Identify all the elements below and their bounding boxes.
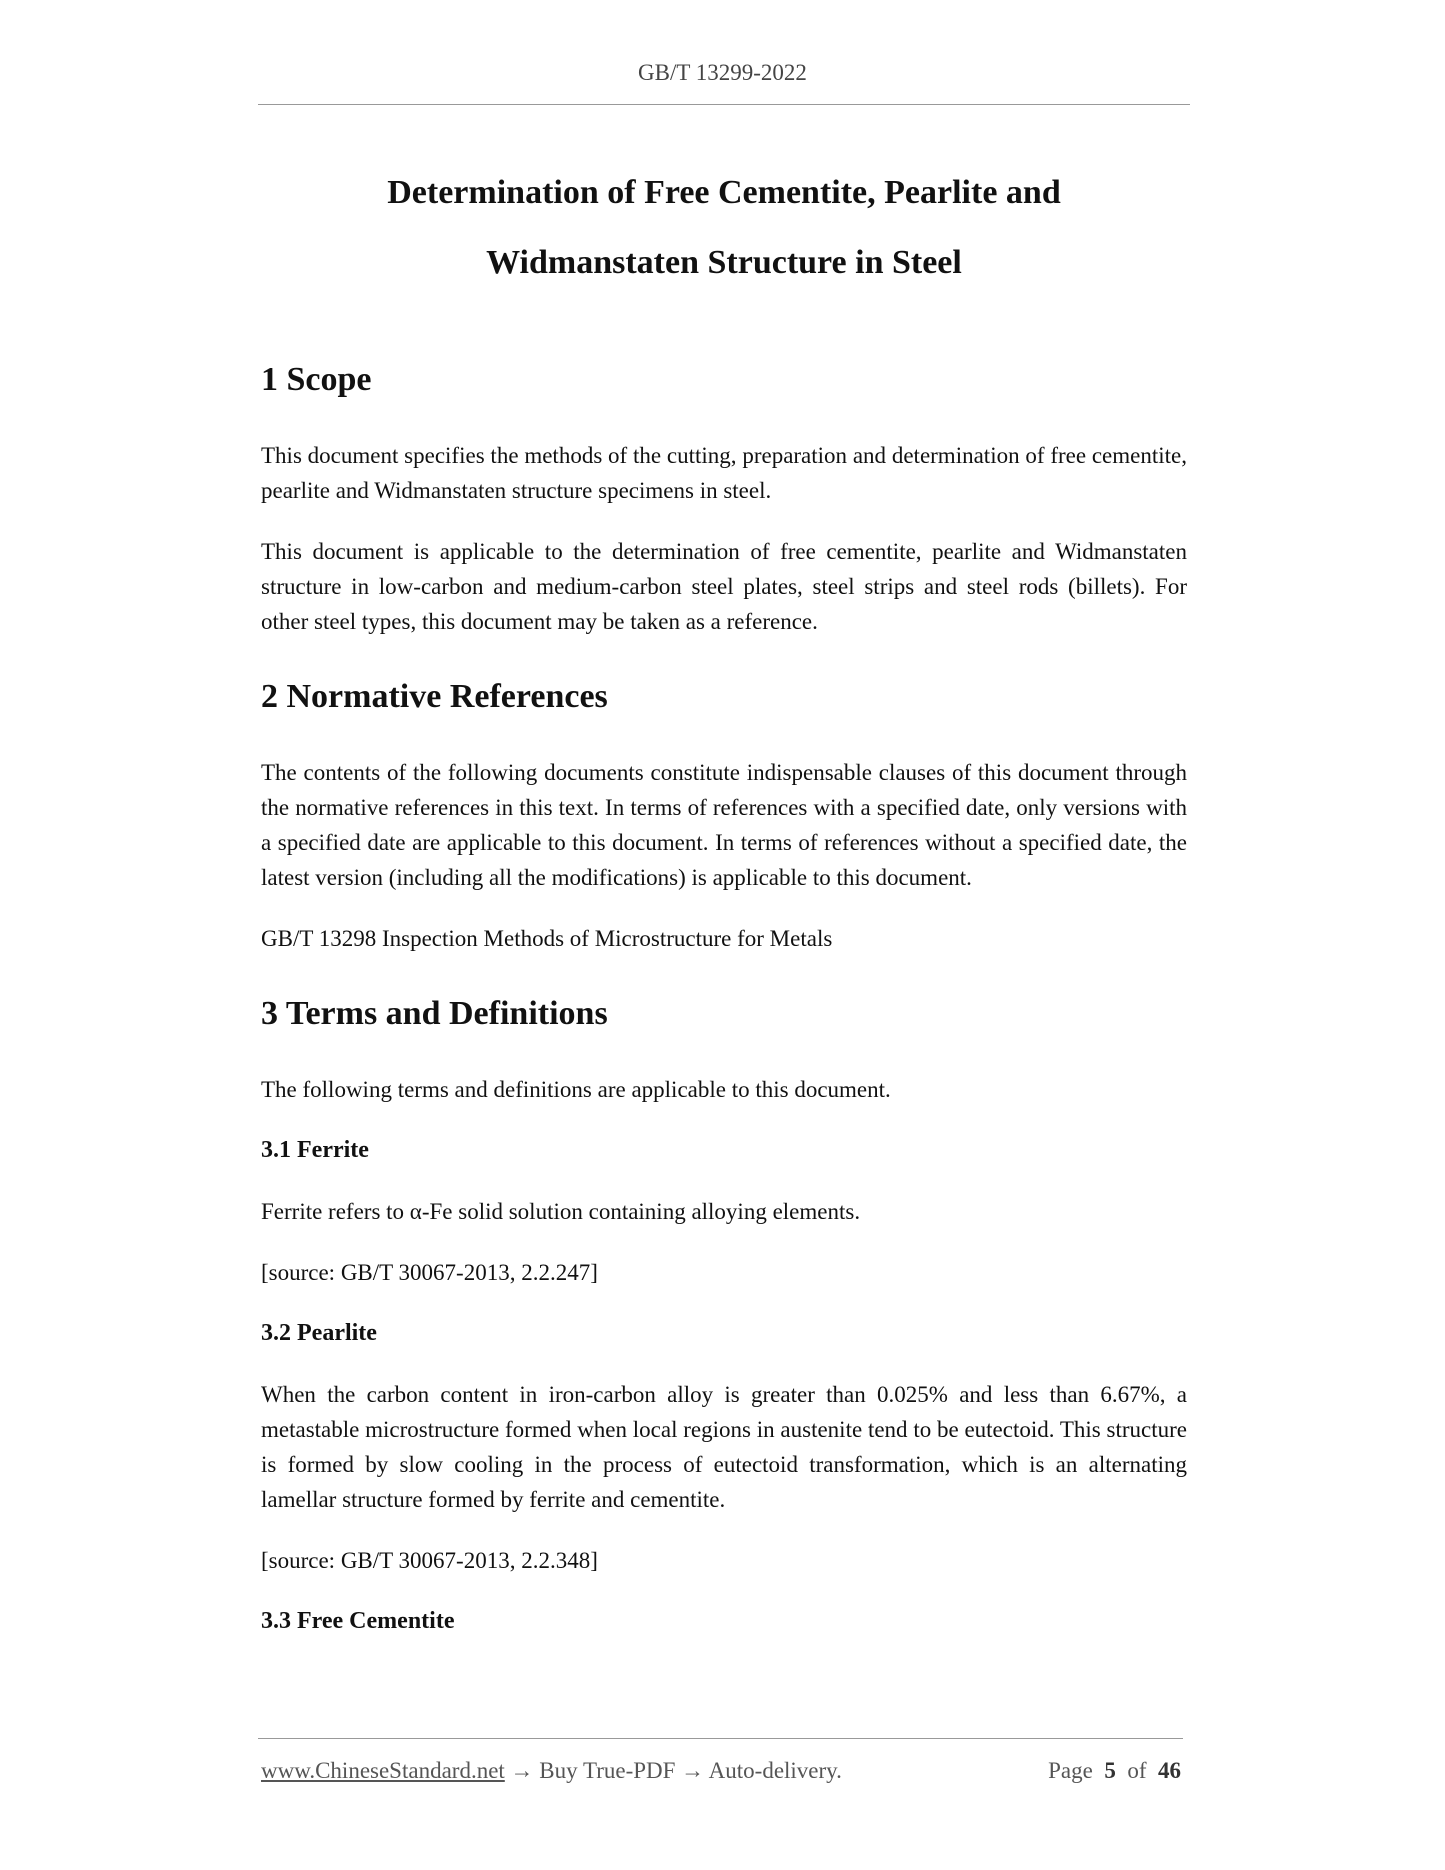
- document-body: [261, 358, 1187, 1639]
- current-page-number: 5: [1104, 1758, 1116, 1783]
- total-pages-number: 46: [1158, 1758, 1181, 1783]
- header-divider: [258, 104, 1190, 105]
- page-label: Page: [1048, 1758, 1093, 1783]
- term-pearlite-definition: When the carbon content in iron-carbon alloy is greater than 0.025% and less than 6.67%, a metastable microstructure formed when local regions in austenite tend to be eutectoid. This structure is formed by slow cooling in the process of eutectoid transformation, which is an alternating lamellar structure formed by ferrite and cementite.: [261, 1382, 1187, 1512]
- term-ferrite-source: [source: GB/T 30067-2013, 2.2.247]: [261, 1260, 598, 1285]
- term-ferrite-definition: Ferrite refers to α-Fe solid solution containing alloying elements.: [261, 1199, 861, 1224]
- term-ferrite-heading: 3.1 Ferrite: [261, 1137, 369, 1163]
- title-line-2: Widmanstaten Structure in Steel: [486, 244, 962, 281]
- section-1-paragraph-1: This document specifies the methods of the cutting, preparation and determination of free cementite, pearlite and Widmanstaten structure specimens in steel.: [261, 443, 1187, 503]
- section-3-intro: The following terms and definitions are applicable to this document.: [261, 1077, 891, 1102]
- title-line-1: Determination of Free Cementite, Pearlite and: [387, 174, 1061, 211]
- term-free-cementite-heading: 3.3 Free Cementite: [261, 1608, 455, 1634]
- section-3-heading: 3 Terms and Definitions: [261, 995, 608, 1032]
- document-title: [258, 158, 1190, 298]
- page-indicator: [1048, 1758, 1181, 1784]
- term-pearlite-source: [source: GB/T 30067-2013, 2.2.348]: [261, 1548, 598, 1573]
- section-2-heading: 2 Normative References: [261, 678, 608, 715]
- section-1-paragraph-2: This document is applicable to the determination of free cementite, pearlite and Widmanstaten structure in low-carbon and medium-carbon steel plates, steel strips and steel rods (billets). For other steel types, this document may be taken as a reference.: [261, 539, 1187, 634]
- footer-promo: [261, 1758, 842, 1784]
- section-2-paragraph-1: The contents of the following documents constitute indispensable clauses of this document through the normative references in this text. In terms of references with a specified date, only versions with a specified date are applicable to this document. In terms of references without a specified date, the latest version (including all the modifications) is applicable to this document.: [261, 760, 1187, 890]
- normative-reference-item: GB/T 13298 Inspection Methods of Microstructure for Metals: [261, 926, 833, 951]
- of-label: of: [1127, 1758, 1147, 1783]
- header-standard-code: GB/T 13299-2022: [638, 60, 807, 85]
- footer-divider: [258, 1738, 1183, 1739]
- website-link[interactable]: www.ChineseStandard.net: [261, 1758, 505, 1783]
- footer-promo-text: → Buy True-PDF → Auto-delivery.: [504, 1758, 842, 1783]
- section-1-heading: 1 Scope: [261, 361, 372, 398]
- term-pearlite-heading: 3.2 Pearlite: [261, 1320, 377, 1346]
